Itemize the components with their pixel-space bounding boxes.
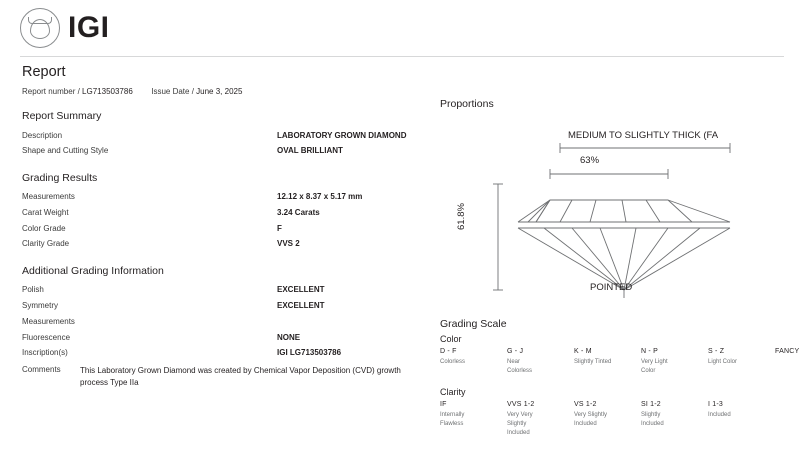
scale-code: I 1-3	[708, 400, 724, 408]
scale-desc: Very Light Color	[641, 359, 668, 375]
scale-desc: Very Very Slightly Included	[507, 411, 533, 437]
row-value: 12.12 x 8.37 x 5.17 mm	[277, 192, 363, 202]
row-label: Polish	[22, 285, 44, 295]
color-scale-item	[708, 348, 775, 377]
depth-percent-label: 61.8%	[456, 203, 467, 230]
report-number-value: LG713503786	[82, 87, 133, 96]
clarity-scale-item	[708, 401, 775, 439]
scale-code: IF	[440, 400, 447, 408]
scale-desc: Near Colorless	[507, 359, 533, 375]
scale-desc: Included	[708, 411, 731, 418]
color-scale-label: Color	[440, 334, 462, 344]
table-row	[22, 144, 432, 160]
color-scale-row	[440, 348, 800, 377]
report-meta	[22, 87, 432, 96]
row-label: Description	[22, 130, 63, 140]
issue-date-value: June 3, 2025	[196, 87, 243, 96]
row-value: OVAL BRILLIANT	[277, 146, 343, 156]
row-value: EXCELLENT	[277, 301, 325, 311]
table-row	[22, 314, 432, 330]
table-row	[22, 221, 432, 237]
table-row	[22, 128, 432, 144]
diamond-proportions-diagram	[440, 112, 790, 312]
clarity-scale-item	[574, 401, 641, 439]
table-row	[22, 346, 432, 362]
report-details	[22, 64, 432, 389]
row-label: Inscription(s)	[22, 348, 68, 358]
igi-seal-icon	[20, 8, 60, 48]
table-row	[22, 283, 432, 299]
girdle-thickness-label: MEDIUM TO SLIGHTLY THICK (FA	[568, 130, 719, 141]
scale-desc: Colorless	[440, 359, 466, 365]
additional-grading-heading: Additional Grading Information	[22, 264, 164, 277]
clarity-scale-label: Clarity	[440, 386, 466, 397]
row-value: 3.24 Carats	[277, 207, 320, 217]
comments-block	[22, 362, 432, 389]
grading-results-heading: Grading Results	[22, 171, 98, 184]
row-label: Carat Weight	[22, 207, 69, 217]
issue-date-label: Issue Date /	[151, 87, 194, 96]
scale-code: FANCY	[775, 348, 800, 355]
scale-desc: Internally Flawless	[440, 411, 465, 427]
row-label: Fluorescence	[22, 332, 71, 342]
color-scale-item	[507, 348, 574, 377]
row-label: Color Grade	[22, 223, 66, 233]
header-divider	[20, 56, 784, 57]
culet-label: POINTED	[590, 282, 633, 293]
scale-code: G - J	[507, 348, 524, 355]
row-label: Symmetry	[22, 301, 58, 311]
scale-desc: Slightly Tinted	[574, 359, 612, 365]
comments-text: This Laboratory Grown Diamond was created by Chemical Vapor Deposition (CVD) growth process Type IIa	[80, 365, 401, 387]
color-scale-item	[775, 348, 800, 377]
report-summary-heading: Report Summary	[22, 110, 102, 122]
scale-desc: Light Color	[708, 359, 738, 365]
color-scale-item	[641, 348, 708, 377]
grading-scale-panel	[440, 318, 800, 448]
row-label: Shape and Cutting Style	[22, 146, 109, 156]
color-scale-item	[440, 348, 507, 377]
scale-code: VVS 1-2	[507, 400, 535, 408]
row-label: Measurements	[22, 316, 75, 326]
row-value: VVS 2	[277, 239, 300, 249]
proportions-heading: Proportions	[440, 98, 494, 110]
row-value: F	[277, 223, 282, 233]
row-label: Measurements	[22, 192, 75, 202]
row-value: IGI LG713503786	[277, 348, 342, 358]
table-row	[22, 237, 432, 253]
report-number-label: Report number /	[22, 87, 80, 96]
table-percent-label: 63%	[580, 155, 600, 166]
scale-code: S - Z	[708, 348, 725, 355]
scale-code: D - F	[440, 348, 457, 355]
scale-desc: Very Slightly Included	[574, 411, 608, 427]
table-row	[22, 190, 432, 206]
row-label: Clarity Grade	[22, 239, 70, 249]
color-scale-item	[574, 348, 641, 377]
scale-code: N - P	[641, 348, 658, 355]
table-row	[22, 299, 432, 315]
scale-code: VS 1-2	[574, 400, 597, 408]
scale-desc: Slightly Included	[641, 411, 664, 427]
clarity-scale-item	[440, 401, 507, 439]
grading-scale-heading: Grading Scale	[440, 318, 507, 330]
proportions-panel	[440, 98, 790, 312]
comments-label: Comments	[22, 364, 61, 374]
clarity-scale-item	[641, 401, 708, 439]
row-value: NONE	[277, 332, 301, 342]
clarity-scale-item	[507, 401, 574, 439]
page-title: Report	[22, 64, 66, 80]
clarity-scale-row	[440, 401, 790, 439]
row-value: LABORATORY GROWN DIAMOND	[277, 130, 407, 140]
row-value: EXCELLENT	[277, 285, 325, 295]
table-row	[22, 330, 432, 346]
table-row	[22, 205, 432, 221]
scale-code: K - M	[574, 348, 592, 355]
scale-code: SI 1-2	[641, 400, 661, 408]
brand-name: IGI	[68, 11, 110, 44]
brand-header	[20, 8, 110, 48]
